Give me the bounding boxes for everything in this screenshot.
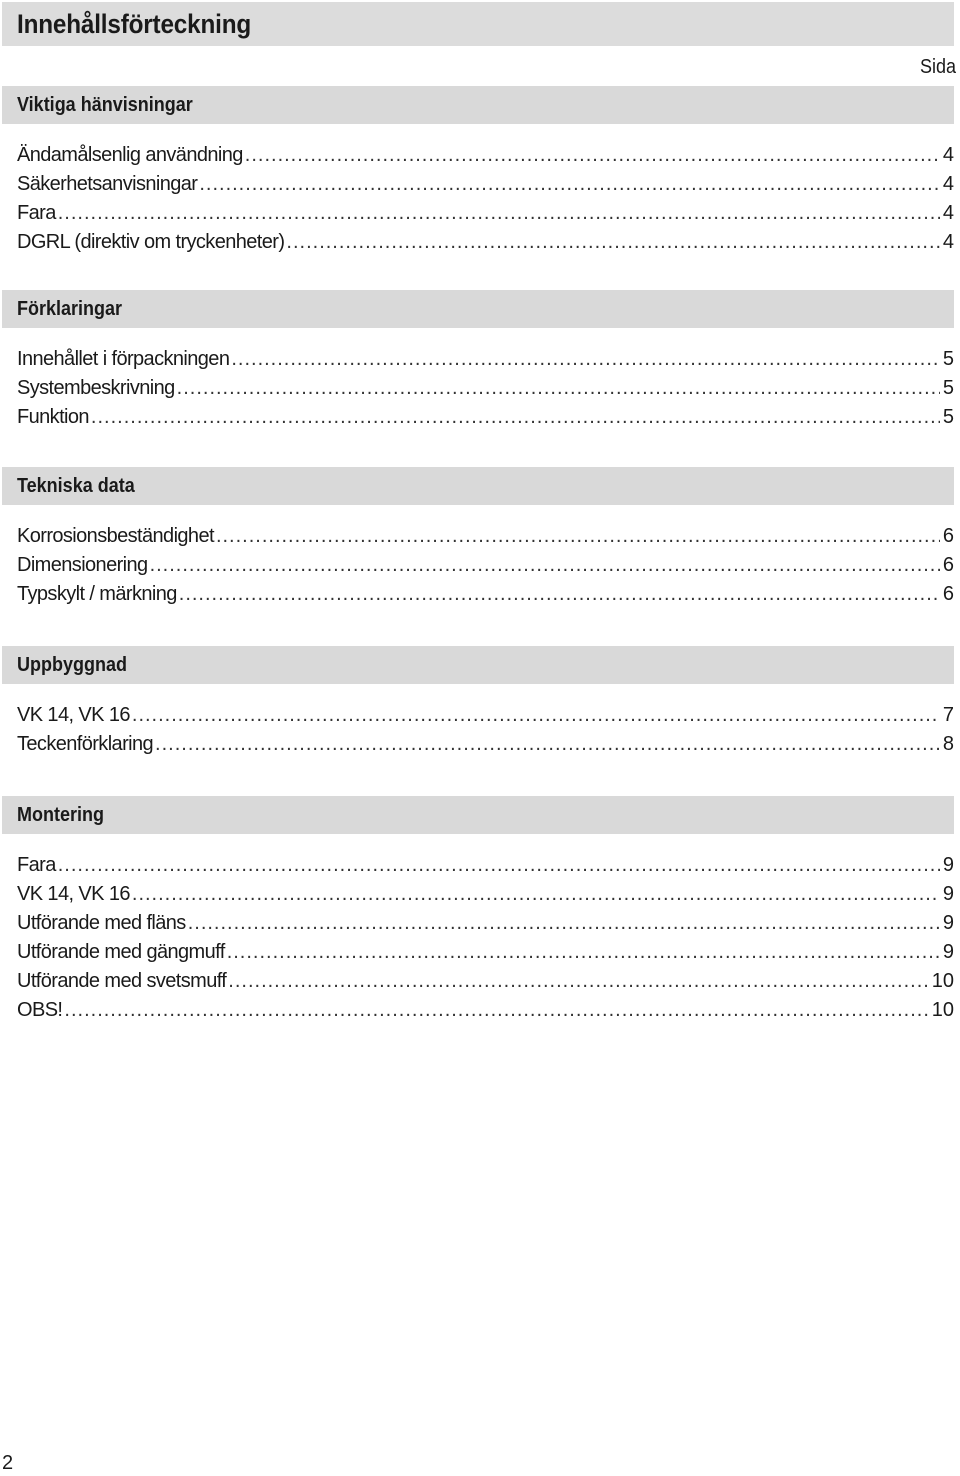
toc-entries xyxy=(2,851,954,1025)
dot-leader xyxy=(245,141,940,170)
toc-entries xyxy=(2,345,954,432)
toc-entry-page: 10 xyxy=(931,970,954,992)
toc-entry[interactable] xyxy=(2,403,954,432)
page-column-label: Sida xyxy=(919,56,956,78)
toc-entry[interactable] xyxy=(2,522,954,551)
dot-leader xyxy=(216,522,940,551)
toc-entry-text: Fara xyxy=(17,202,56,224)
section-header xyxy=(2,467,954,505)
dot-leader xyxy=(227,938,940,967)
section-header xyxy=(2,796,954,834)
dot-leader xyxy=(286,228,939,257)
toc-entry-page: 10 xyxy=(931,999,954,1021)
toc-entry[interactable] xyxy=(2,345,954,374)
section-header xyxy=(2,86,954,124)
toc-entry[interactable] xyxy=(2,228,954,257)
toc-entry-text: Systembeskrivning xyxy=(17,377,175,399)
toc-entry-page: 5 xyxy=(942,348,954,370)
section-title: Tekniska data xyxy=(17,474,135,497)
toc-entry-page: 4 xyxy=(942,231,954,253)
toc-entry-page: 9 xyxy=(942,854,954,876)
toc-entry-text: Teckenförklaring xyxy=(17,733,154,755)
toc-entry[interactable] xyxy=(2,730,954,759)
toc-entry-page: 6 xyxy=(942,554,954,576)
toc-entry-page: 4 xyxy=(942,202,954,224)
toc-entry-page: 5 xyxy=(942,406,954,428)
dot-leader xyxy=(58,199,940,228)
dot-leader xyxy=(177,374,940,403)
toc-entry[interactable] xyxy=(2,141,954,170)
toc-entry-text: Funktion xyxy=(17,406,89,428)
page-title-bar xyxy=(2,2,954,46)
toc-entry-text: Utförande med gängmuff xyxy=(17,941,225,963)
toc-entry-page: 7 xyxy=(942,704,954,726)
section-title: Viktiga hänvisningar xyxy=(17,93,193,116)
section-header xyxy=(2,290,954,328)
toc-entry-text: Fara xyxy=(17,854,56,876)
toc-entry-text: Innehållet i förpackningen xyxy=(17,348,230,370)
section-header xyxy=(2,646,954,684)
toc-entry-page: 6 xyxy=(942,525,954,547)
dot-leader xyxy=(179,580,940,609)
toc-entry[interactable] xyxy=(2,996,954,1025)
dot-leader xyxy=(64,996,928,1025)
toc-entry-page: 8 xyxy=(942,733,954,755)
toc-entry-text: DGRL (direktiv om tryckenheter) xyxy=(17,231,285,253)
toc-entry-text: Utförande med fläns xyxy=(17,912,186,934)
dot-leader xyxy=(132,701,940,730)
toc-entry-text: VK 14, VK 16 xyxy=(17,883,130,905)
toc-entry-text: VK 14, VK 16 xyxy=(17,704,130,726)
dot-leader xyxy=(132,880,940,909)
dot-leader xyxy=(188,909,940,938)
toc-entry-text: Typskylt / märkning xyxy=(17,583,177,605)
toc-entries xyxy=(2,522,954,609)
dot-leader xyxy=(228,967,928,996)
toc-entry-page: 6 xyxy=(942,583,954,605)
dot-leader xyxy=(155,730,940,759)
page-number: 2 xyxy=(2,1452,14,1474)
toc-entry-text: Korrosionsbeständighet xyxy=(17,525,214,547)
dot-leader xyxy=(150,551,940,580)
toc-entry[interactable] xyxy=(2,551,954,580)
dot-leader xyxy=(58,851,940,880)
toc-section xyxy=(2,646,954,759)
toc-entry-page: 4 xyxy=(942,173,954,195)
toc-entry-page: 9 xyxy=(942,912,954,934)
section-title: Förklaringar xyxy=(17,297,123,320)
toc-entry-page: 5 xyxy=(942,377,954,399)
toc-entry[interactable] xyxy=(2,580,954,609)
toc-entry[interactable] xyxy=(2,851,954,880)
toc-section xyxy=(2,290,954,432)
toc-section xyxy=(2,467,954,609)
page-title: Innehållsförteckning xyxy=(17,8,252,39)
toc-entry-text: Säkerhetsanvisningar xyxy=(17,173,198,195)
toc-entries xyxy=(2,701,954,759)
toc-entry[interactable] xyxy=(2,938,954,967)
section-title: Montering xyxy=(17,803,104,826)
toc-section xyxy=(2,796,954,1025)
toc-entry-text: Ändamålsenlig användning xyxy=(17,144,243,166)
toc-entry-page: 4 xyxy=(942,144,954,166)
toc-entry-page: 9 xyxy=(942,941,954,963)
toc-section xyxy=(2,86,954,257)
dot-leader xyxy=(91,403,940,432)
toc-entry[interactable] xyxy=(2,880,954,909)
dot-leader xyxy=(231,345,940,374)
toc-entry[interactable] xyxy=(2,967,954,996)
section-title: Uppbyggnad xyxy=(17,653,127,676)
toc-entry-text: OBS! xyxy=(17,999,63,1021)
toc-entry[interactable] xyxy=(2,909,954,938)
toc-entry-text: Utförande med svetsmuff xyxy=(17,970,227,992)
dot-leader xyxy=(199,170,940,199)
toc-entry[interactable] xyxy=(2,701,954,730)
toc-entry[interactable] xyxy=(2,374,954,403)
toc-entries xyxy=(2,141,954,257)
toc-entry[interactable] xyxy=(2,170,954,199)
toc-entry[interactable] xyxy=(2,199,954,228)
toc-entry-text: Dimensionering xyxy=(17,554,148,576)
toc-entry-page: 9 xyxy=(942,883,954,905)
